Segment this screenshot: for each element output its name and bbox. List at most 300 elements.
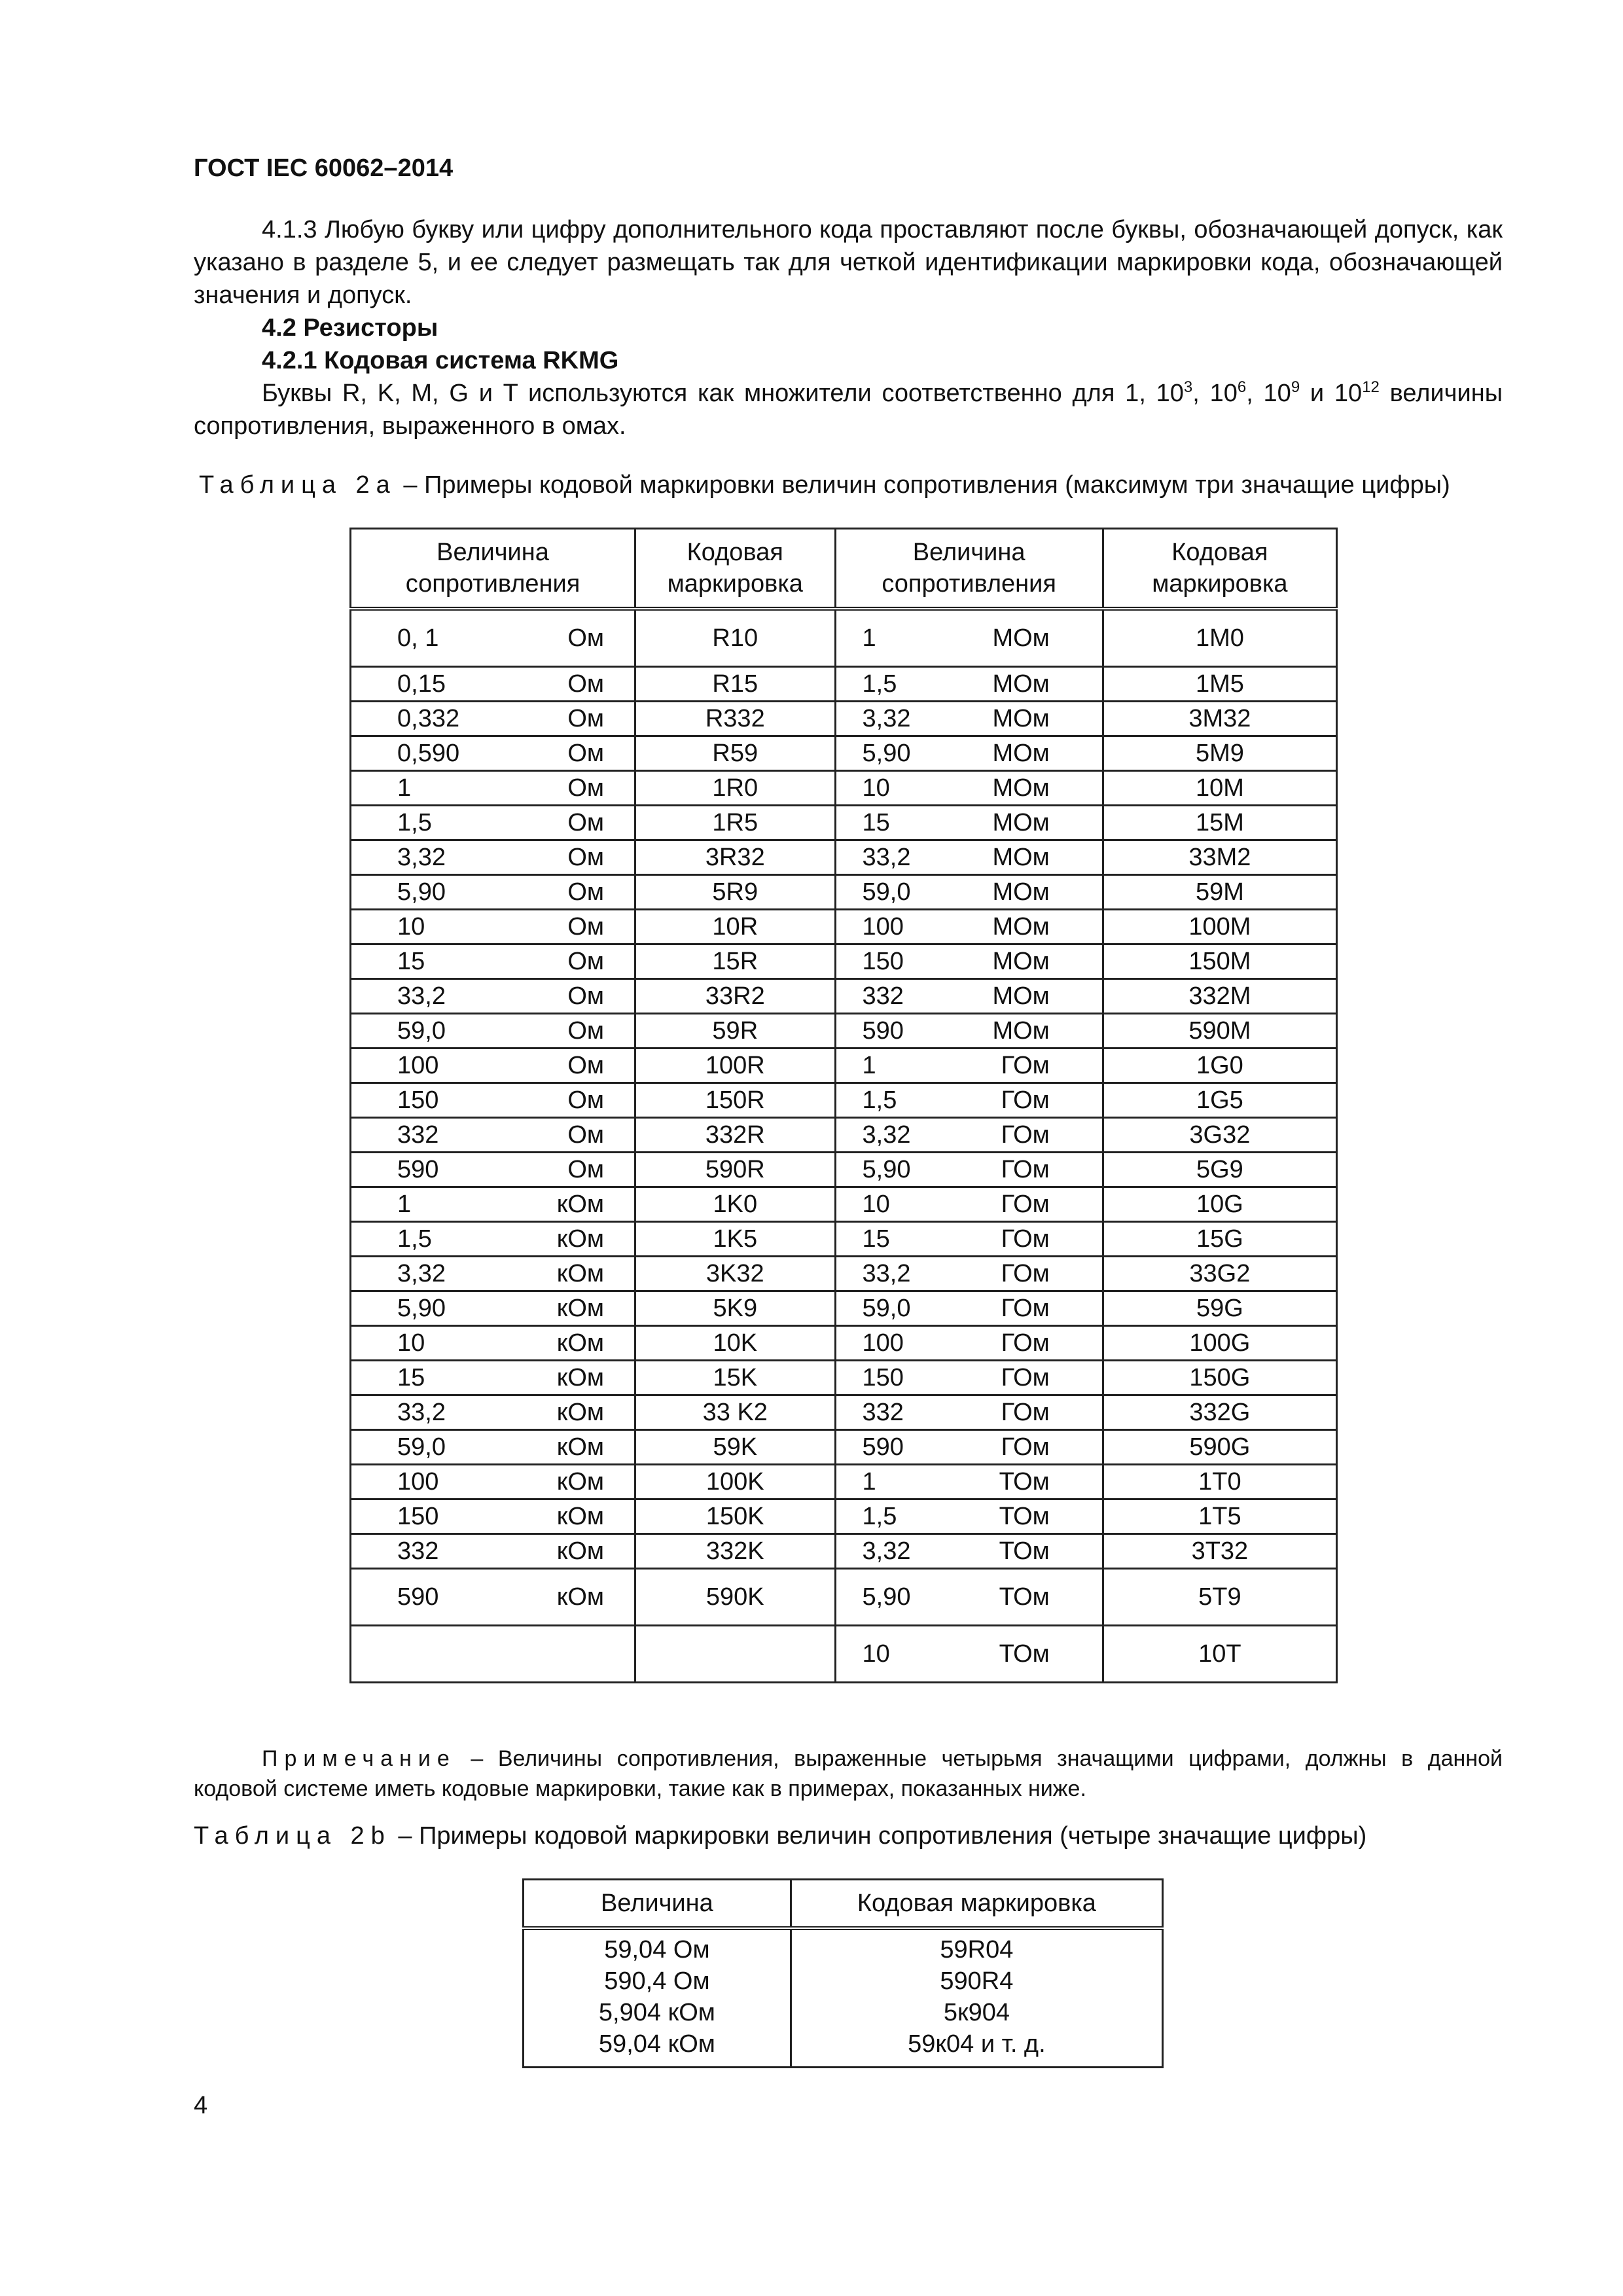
code-marking-cell: 59M	[1103, 875, 1336, 910]
table-2a-row	[351, 1187, 1337, 1222]
resistance-value-cell	[835, 1569, 1103, 1626]
resistance-value-group	[836, 1581, 1102, 1613]
resistance-value-group	[836, 668, 1102, 700]
resistance-number: 100	[397, 1468, 439, 1496]
code-marking-cell: R59	[635, 736, 835, 771]
document-header: ГОСТ IEC 60062–2014	[194, 154, 454, 182]
resistance-value-group	[836, 1119, 1102, 1151]
code-marking-cell: 15R	[635, 944, 835, 979]
resistance-value-group	[836, 1084, 1102, 1117]
resistance-value-cell	[351, 1118, 635, 1153]
resistance-value-group	[836, 1188, 1102, 1221]
resistance-number: 150	[862, 948, 904, 975]
resistance-value-cell	[835, 667, 1103, 702]
code-marking-cell: 15K	[635, 1361, 835, 1395]
resistance-value-group	[836, 1327, 1102, 1359]
code-marking-cell: R332	[635, 702, 835, 736]
resistance-value-group	[836, 772, 1102, 804]
resistance-number: 150	[862, 1364, 904, 1391]
resistance-value-cell	[351, 1361, 635, 1395]
resistance-number: 15	[862, 1225, 890, 1253]
resistance-number: 59,0	[397, 1433, 446, 1461]
table-2a-header-code-2: Кодовая маркировка	[1103, 529, 1336, 609]
resistance-value-cell	[351, 1014, 635, 1049]
resistance-value-cell	[835, 1187, 1103, 1222]
resistance-value-group	[351, 702, 634, 735]
code-marking-cell: 1R0	[635, 771, 835, 806]
resistance-number: 5,90	[397, 878, 446, 906]
resistance-number: 332	[397, 1121, 439, 1149]
table-2a-row	[351, 1569, 1337, 1626]
resistance-value-cell	[351, 910, 635, 944]
code-marking-cell: 33 K2	[635, 1395, 835, 1430]
resistance-unit: кОм	[556, 1537, 605, 1565]
resistance-number: 59,0	[862, 1295, 911, 1322]
resistance-number: 10	[397, 913, 425, 941]
code-marking-cell: 590G	[1103, 1430, 1336, 1465]
resistance-value-group	[836, 1500, 1102, 1533]
resistance-value-cell	[351, 1534, 635, 1569]
resistance-unit: МОм	[992, 948, 1050, 975]
resistance-value-cell	[351, 1430, 635, 1465]
resistance-unit: кОм	[556, 1364, 605, 1391]
code-marking-cell: 150R	[635, 1083, 835, 1118]
resistance-unit: МОм	[992, 982, 1050, 1010]
table-2a	[349, 528, 1338, 1683]
table-2a-header-code-1: Кодовая маркировка	[635, 529, 835, 609]
paragraph-4-2-1: Буквы R, K, M, G и T используются как множители соответственно для 1, $10^3$, $10^6$, $10^9$ и $10^{12}$ величины сопротивления, выраженного в омах.	[194, 378, 1503, 440]
table-2a-row	[351, 1049, 1337, 1083]
resistance-value-group	[351, 1500, 634, 1533]
resistance-unit: кОм	[556, 1433, 605, 1461]
resistance-unit: Ом	[567, 670, 605, 698]
resistance-unit: МОм	[992, 705, 1050, 732]
table-2a-row	[351, 1083, 1337, 1118]
code-marking-cell: 15M	[1103, 806, 1336, 840]
code-marking-cell: 10K	[635, 1326, 835, 1361]
resistance-value-cell	[835, 875, 1103, 910]
code-marking-cell: 3K32	[635, 1257, 835, 1291]
table-2a-row	[351, 944, 1337, 979]
table-2b-caption: Таблица 2b – Примеры кодовой маркировки величин сопротивления (четыре значащие цифры)	[194, 1822, 1367, 1850]
resistance-number: 100	[397, 1052, 439, 1079]
resistance-value-cell	[835, 1326, 1103, 1361]
resistance-value-group	[836, 1049, 1102, 1082]
resistance-number: 1	[397, 1191, 412, 1218]
resistance-number: 332	[397, 1537, 439, 1565]
code-marking-cell: 3T32	[1103, 1534, 1336, 1569]
resistance-value-cell	[351, 771, 635, 806]
code-marking-cell: 1M5	[1103, 667, 1336, 702]
resistance-value-cell	[835, 1118, 1103, 1153]
code-marking-cell: 5K9	[635, 1291, 835, 1326]
resistance-unit: кОм	[556, 1329, 605, 1357]
resistance-unit: Ом	[567, 1086, 605, 1114]
resistance-value-cell	[835, 840, 1103, 875]
resistance-number: 150	[397, 1086, 439, 1114]
resistance-number: 33,2	[862, 844, 911, 871]
heading-4-2-1: 4.2.1 Кодовая система RKMG	[262, 347, 619, 374]
resistance-value-cell	[351, 1222, 635, 1257]
resistance-value-cell	[351, 1291, 635, 1326]
table-2a-row	[351, 1430, 1337, 1465]
code-marking-cell: 33G2	[1103, 1257, 1336, 1291]
resistance-value-cell	[835, 944, 1103, 979]
resistance-value-group	[836, 1396, 1102, 1429]
code-marking-cell: 332R	[635, 1118, 835, 1153]
table-2b-header-value: Величина	[524, 1880, 791, 1929]
resistance-number: 10	[862, 1191, 890, 1218]
table-2a-row	[351, 1326, 1337, 1361]
resistance-value-group	[836, 737, 1102, 770]
resistance-number: 100	[862, 1329, 904, 1357]
table-2b-value: 5,904 кОм	[598, 1999, 715, 2026]
resistance-value-cell	[835, 771, 1103, 806]
resistance-unit: кОм	[556, 1191, 605, 1218]
resistance-value-group	[836, 1431, 1102, 1463]
resistance-value-group	[351, 945, 634, 978]
resistance-unit: ГОм	[1001, 1364, 1050, 1391]
table-2b-code: 59R04	[940, 1936, 1014, 1964]
table-2a-row	[351, 1361, 1337, 1395]
resistance-unit: МОм	[992, 844, 1050, 871]
resistance-unit: Ом	[567, 809, 605, 836]
table-2b-code: 590R4	[940, 1967, 1014, 1995]
resistance-value-group	[351, 1257, 634, 1290]
resistance-unit: ТОм	[999, 1468, 1050, 1496]
code-marking-cell: 332G	[1103, 1395, 1336, 1430]
table-2a-row	[351, 1534, 1337, 1569]
table-2a-row	[351, 667, 1337, 702]
table-2a-row	[351, 1395, 1337, 1430]
resistance-number: 1	[862, 1052, 876, 1079]
resistance-value-group	[351, 1014, 634, 1047]
code-marking-cell: 10R	[635, 910, 835, 944]
resistance-value-group	[351, 806, 634, 839]
resistance-unit: ТОм	[999, 1537, 1050, 1565]
code-marking-cell: 590K	[635, 1569, 835, 1626]
resistance-value-cell	[351, 609, 635, 667]
resistance-number: 332	[862, 982, 904, 1010]
resistance-unit: кОм	[556, 1225, 605, 1253]
table-2a-row	[351, 1465, 1337, 1499]
table-2b-value: 59,04 кОм	[598, 2030, 715, 2058]
code-marking-cell: R15	[635, 667, 835, 702]
resistance-value-group	[836, 1535, 1102, 1568]
resistance-number: 590	[397, 1156, 439, 1183]
resistance-value-cell	[351, 702, 635, 736]
resistance-value-group	[836, 1257, 1102, 1290]
resistance-unit: ГОм	[1001, 1191, 1050, 1218]
resistance-value-cell	[351, 875, 635, 910]
code-marking-cell: 10G	[1103, 1187, 1336, 1222]
resistance-number: 0,590	[397, 740, 460, 767]
resistance-value-cell	[351, 1049, 635, 1083]
resistance-value-cell	[835, 1395, 1103, 1430]
resistance-value-group	[351, 910, 634, 943]
code-marking-cell: 332M	[1103, 979, 1336, 1014]
resistance-value-group	[836, 841, 1102, 874]
resistance-value-cell	[835, 1222, 1103, 1257]
resistance-value-cell	[835, 1534, 1103, 1569]
table-2a-row	[351, 979, 1337, 1014]
table-2a-row	[351, 771, 1337, 806]
table-2a-row	[351, 1626, 1337, 1683]
resistance-value-cell	[835, 1291, 1103, 1326]
code-marking-cell: 1M0	[1103, 609, 1336, 667]
resistance-number: 59,0	[397, 1017, 446, 1045]
resistance-unit: Ом	[567, 1052, 605, 1079]
resistance-unit: МОм	[992, 624, 1050, 652]
resistance-number: 15	[397, 948, 425, 975]
resistance-number: 3,32	[862, 705, 911, 732]
resistance-number: 59,0	[862, 878, 911, 906]
table-2a-row	[351, 702, 1337, 736]
table-2a-row	[351, 736, 1337, 771]
resistance-number: 590	[397, 1583, 439, 1611]
table-2b	[522, 1878, 1164, 2068]
table-2b-code: 5к904	[943, 1999, 1010, 2026]
table-2a-row	[351, 1291, 1337, 1326]
resistance-number: 33,2	[862, 1260, 911, 1287]
code-marking-cell: 100K	[635, 1465, 835, 1499]
code-marking-cell: R10	[635, 609, 835, 667]
resistance-number: 1,5	[862, 670, 897, 698]
resistance-unit: ГОм	[1001, 1260, 1050, 1287]
table-2a-row	[351, 806, 1337, 840]
resistance-number: 150	[397, 1503, 439, 1530]
resistance-value-group	[351, 1223, 634, 1255]
table-2b-codes-cell	[791, 1928, 1162, 2068]
resistance-value-cell	[351, 1257, 635, 1291]
resistance-value-cell	[351, 1569, 635, 1626]
resistance-value-group	[351, 1188, 634, 1221]
code-marking-cell: 1K5	[635, 1222, 835, 1257]
code-marking-cell: 150G	[1103, 1361, 1336, 1395]
resistance-value-group	[351, 1361, 634, 1394]
resistance-number: 590	[862, 1017, 904, 1045]
resistance-value-cell	[835, 1626, 1103, 1683]
resistance-unit: ТОм	[999, 1583, 1050, 1611]
code-marking-cell: 1R5	[635, 806, 835, 840]
resistance-value-cell	[351, 944, 635, 979]
resistance-value-group	[836, 702, 1102, 735]
code-marking-cell: 150M	[1103, 944, 1336, 979]
resistance-unit: Ом	[567, 948, 605, 975]
resistance-number: 5,90	[397, 1295, 446, 1322]
resistance-value-group	[351, 668, 634, 700]
table-2b-row	[524, 1928, 1163, 2068]
code-marking-cell: 1T5	[1103, 1499, 1336, 1534]
resistance-value-cell	[835, 979, 1103, 1014]
resistance-number: 33,2	[397, 1399, 446, 1426]
resistance-unit: Ом	[567, 1017, 605, 1045]
resistance-value-group	[836, 1361, 1102, 1394]
table-note: Примечание – Величины сопротивления, выраженные четырьмя значащими цифрами, должны в данной кодовой системе иметь кодовые маркировки, такие как в примерах, показанных ниже.	[194, 1746, 1503, 1801]
resistance-number: 0,15	[397, 670, 446, 698]
resistance-number: 0,332	[397, 705, 460, 732]
resistance-value-group	[351, 1292, 634, 1325]
resistance-number: 3,32	[862, 1121, 911, 1149]
resistance-number: 1	[397, 774, 412, 802]
code-marking-cell: 33M2	[1103, 840, 1336, 875]
resistance-unit: ГОм	[1001, 1121, 1050, 1149]
resistance-number: 1,5	[397, 1225, 432, 1253]
code-marking-cell	[635, 1626, 835, 1683]
resistance-number: 3,32	[397, 844, 446, 871]
resistance-unit: кОм	[556, 1399, 605, 1426]
resistance-value-group	[351, 772, 634, 804]
resistance-value-cell	[351, 1187, 635, 1222]
resistance-value-group	[351, 1535, 634, 1568]
code-marking-cell: 5G9	[1103, 1153, 1336, 1187]
resistance-value-cell	[835, 609, 1103, 667]
code-marking-cell: 1K0	[635, 1187, 835, 1222]
table-2a-row	[351, 1257, 1337, 1291]
resistance-value-cell	[351, 806, 635, 840]
resistance-number: 5,90	[862, 1583, 911, 1611]
code-marking-cell: 5M9	[1103, 736, 1336, 771]
resistance-value-group	[836, 806, 1102, 839]
resistance-unit: МОм	[992, 878, 1050, 906]
page-number: 4	[194, 2092, 208, 2119]
resistance-value-cell	[835, 1257, 1103, 1291]
resistance-value-cell	[835, 1499, 1103, 1534]
table-2a-row	[351, 840, 1337, 875]
resistance-unit: МОм	[992, 670, 1050, 698]
resistance-value-group	[351, 1327, 634, 1359]
resistance-value-cell	[835, 910, 1103, 944]
table-2a-header-row	[351, 529, 1337, 609]
table-2a-row	[351, 910, 1337, 944]
resistance-value-group	[351, 980, 634, 1013]
table-2b-values-cell	[524, 1928, 791, 2068]
resistance-number: 1,5	[862, 1503, 897, 1530]
resistance-number: 1,5	[862, 1086, 897, 1114]
resistance-value-group	[351, 876, 634, 908]
resistance-value-group	[351, 1119, 634, 1151]
resistance-number: 0, 1	[397, 624, 439, 652]
code-marking-cell: 59R	[635, 1014, 835, 1049]
code-marking-cell: 33R2	[635, 979, 835, 1014]
code-marking-cell: 100M	[1103, 910, 1336, 944]
table-2a-row	[351, 1118, 1337, 1153]
resistance-value-group	[836, 910, 1102, 943]
resistance-number: 15	[862, 809, 890, 836]
resistance-value-cell	[835, 1361, 1103, 1395]
resistance-number: 100	[862, 913, 904, 941]
resistance-value-cell	[351, 979, 635, 1014]
code-marking-cell: 150K	[635, 1499, 835, 1534]
resistance-unit: кОм	[556, 1583, 605, 1611]
code-marking-cell: 5T9	[1103, 1569, 1336, 1626]
resistance-unit: Ом	[567, 913, 605, 941]
resistance-value-cell	[351, 1499, 635, 1534]
resistance-unit: Ом	[567, 982, 605, 1010]
resistance-value-group	[351, 841, 634, 874]
resistance-unit: ГОм	[1001, 1295, 1050, 1322]
resistance-value-cell	[351, 840, 635, 875]
resistance-number: 3,32	[397, 1260, 446, 1287]
resistance-unit: Ом	[567, 1121, 605, 1149]
table-2b-header-row	[524, 1880, 1163, 1929]
code-marking-cell: 1G5	[1103, 1083, 1336, 1118]
resistance-unit: Ом	[567, 740, 605, 767]
resistance-unit: ГОм	[1001, 1086, 1050, 1114]
resistance-unit: МОм	[992, 774, 1050, 802]
table-2a-header-value-2: Величина сопротивления	[835, 529, 1103, 609]
table-2b-code: 59к04 и т. д.	[908, 2030, 1046, 2058]
resistance-value-cell	[835, 1465, 1103, 1499]
code-marking-cell: 332K	[635, 1534, 835, 1569]
resistance-unit: кОм	[556, 1260, 605, 1287]
code-marking-cell: 10T	[1103, 1626, 1336, 1683]
table-2a-body	[351, 609, 1337, 1683]
resistance-unit: кОм	[556, 1503, 605, 1530]
resistance-value-group	[351, 622, 634, 655]
resistance-value-cell	[835, 1430, 1103, 1465]
resistance-value-cell	[835, 1083, 1103, 1118]
resistance-value-group	[351, 1581, 634, 1613]
resistance-value-group	[351, 1049, 634, 1082]
code-marking-cell: 100G	[1103, 1326, 1336, 1361]
resistance-value-group	[351, 1153, 634, 1186]
resistance-value-group	[836, 622, 1102, 655]
resistance-value-cell	[351, 667, 635, 702]
resistance-value-group	[836, 1465, 1102, 1498]
resistance-value-cell	[835, 1049, 1103, 1083]
resistance-number: 1,5	[397, 809, 432, 836]
resistance-number: 10	[862, 774, 890, 802]
resistance-unit: ТОм	[999, 1640, 1050, 1668]
resistance-unit: кОм	[556, 1295, 605, 1322]
table-2a-caption: Таблица 2а – Примеры кодовой маркировки величин сопротивления (максимум три значащие цифры)	[199, 471, 1450, 499]
resistance-unit: ТОм	[999, 1503, 1050, 1530]
resistance-value-group	[836, 945, 1102, 978]
code-marking-cell: 59G	[1103, 1291, 1336, 1326]
table-2b-header-code: Кодовая маркировка	[791, 1880, 1162, 1929]
paragraph-4-1-3: 4.1.3 Любую букву или цифру дополнительного кода проставляют после буквы, обозначающей допуск, как указано в разделе 5, и ее следует размещать так для четкой идентификации маркировки кода, обозначающей значения и допуск.	[194, 216, 1503, 309]
resistance-number: 33,2	[397, 982, 446, 1010]
resistance-value-cell	[351, 1083, 635, 1118]
code-marking-cell: 15G	[1103, 1222, 1336, 1257]
resistance-value-cell	[351, 1626, 635, 1683]
code-marking-cell: 5R9	[635, 875, 835, 910]
resistance-value-cell	[351, 1153, 635, 1187]
table-2a-row	[351, 1153, 1337, 1187]
resistance-number: 332	[862, 1399, 904, 1426]
resistance-value-group	[836, 1223, 1102, 1255]
resistance-number: 10	[862, 1640, 890, 1668]
resistance-value-group	[836, 876, 1102, 908]
resistance-value-cell	[351, 736, 635, 771]
resistance-unit: Ом	[567, 878, 605, 906]
resistance-value-group	[351, 1396, 634, 1429]
code-marking-cell: 100R	[635, 1049, 835, 1083]
resistance-unit: ГОм	[1001, 1156, 1050, 1183]
resistance-value-cell	[351, 1465, 635, 1499]
resistance-value-group	[836, 1638, 1102, 1670]
resistance-value-cell	[835, 1014, 1103, 1049]
resistance-number: 590	[862, 1433, 904, 1461]
resistance-unit: ГОм	[1001, 1225, 1050, 1253]
resistance-value-group	[351, 1084, 634, 1117]
resistance-value-group	[836, 1292, 1102, 1325]
table-2b-value: 590,4 Ом	[604, 1967, 710, 1995]
resistance-value-group	[836, 1153, 1102, 1186]
table-2a-row	[351, 875, 1337, 910]
resistance-value-cell	[835, 1153, 1103, 1187]
